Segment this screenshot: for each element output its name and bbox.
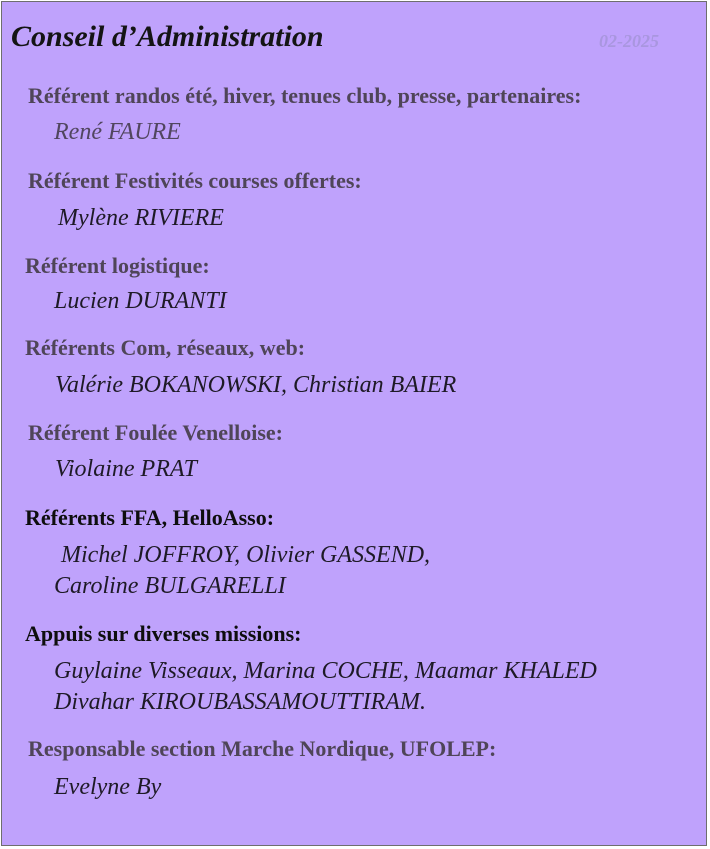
member-name: Michel JOFFROY, Olivier GASSEND, — [61, 542, 431, 568]
member-name: Mylène RIVIERE — [58, 205, 224, 231]
section-label-marche-nordique: Responsable section Marche Nordique, UFOLEP: — [28, 736, 497, 761]
section-label-appuis: Appuis sur diverses missions: — [25, 621, 302, 646]
member-name: Lucien DURANTI — [54, 288, 227, 314]
board-panel — [1, 1, 707, 846]
section-label-festivites: Référent Festivités courses offertes: — [28, 168, 362, 193]
section-label-logistique: Référent logistique: — [25, 253, 210, 278]
section-label-randos: Référent randos été, hiver, tenues club, presse, partenaires: — [28, 83, 582, 108]
date-label: 02-2025 — [599, 31, 659, 51]
section-label-ffa: Référents FFA, HelloAsso: — [25, 505, 275, 530]
member-name: René FAURE — [54, 119, 181, 145]
page-title: Conseil d’Administration — [11, 20, 324, 53]
member-name: Divahar KIROUBASSAMOUTTIRAM. — [54, 689, 426, 715]
section-label-com: Référents Com, réseaux, web: — [25, 335, 306, 360]
member-name: Guylaine Visseaux, Marina COCHE, Maamar KHALED — [54, 658, 597, 684]
section-label-foulee: Référent Foulée Venelloise: — [28, 420, 283, 445]
member-name: Valérie BOKANOWSKI, Christian BAIER — [55, 372, 457, 398]
member-name: Evelyne By — [54, 774, 162, 800]
member-name: Violaine PRAT — [55, 456, 197, 482]
member-name: Caroline BULGARELLI — [54, 573, 286, 599]
